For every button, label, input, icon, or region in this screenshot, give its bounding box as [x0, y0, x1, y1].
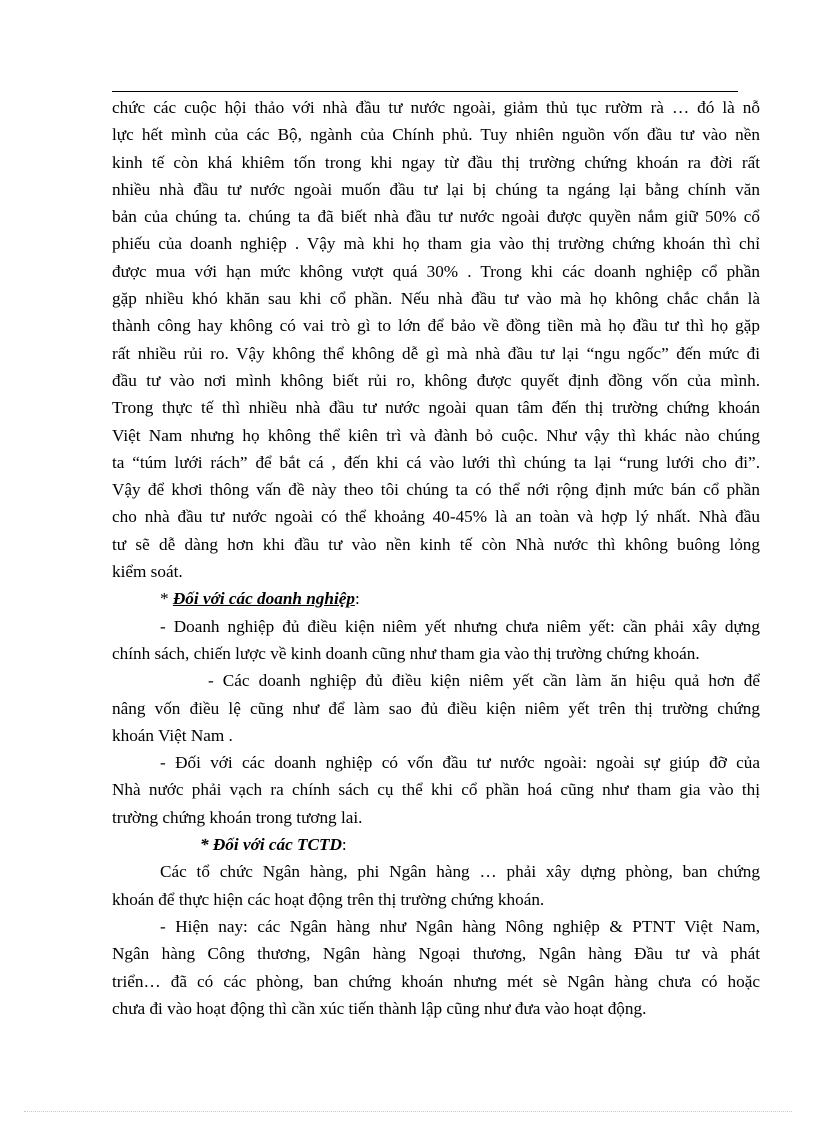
heading-enterprises — [112, 585, 760, 612]
text-line: kiểm soát. — [112, 562, 183, 582]
text-line: gặp nhiều khó khăn sau khi cổ phần. Nếu nhà đầu tư vào mà họ không chắc chắn là — [112, 289, 760, 309]
text-line: chức các cuộc hội thảo với nhà đầu tư nước ngoài, giảm thủ tục rườm rà … đó là nỗ — [112, 98, 760, 117]
text-line: - Đối với các doanh nghiệp có vốn đầu tư nước ngoài: ngoài sự giúp đỡ của — [160, 753, 760, 773]
item-efficiency — [112, 667, 760, 749]
text-line: khoán Việt Nam . — [112, 725, 233, 745]
text-line: triển… đã có các phòng, ban chứng khoán nhưng mét sè Ngân hàng chưa có hoặc — [112, 971, 760, 991]
text-line: được mua với hạn mức không vượt quá 30% . Trong khi các doanh nghiệp cổ phần — [112, 261, 760, 281]
text-line: nâng vốn điều lệ cũng như để làm sao đủ điều kiện niêm yết trên thị trường chứng — [112, 698, 760, 718]
text-line: Ngân hàng Công thương, Ngân hàng Ngoại thương, Ngân hàng Đầu tư và phát — [112, 944, 760, 964]
text-line: Các tổ chức Ngân hàng, phi Ngân hàng … phải xây dựng phòng, ban chứng — [160, 862, 760, 882]
text-line: trường chứng khoán trong tương lai. — [112, 807, 363, 827]
heading-prefix: * — [160, 589, 173, 609]
document-body — [112, 94, 760, 1022]
text-line: rất nhiều rủi ro. Vậy không thể không dễ gì mà nhà đầu tư lại “ngu ngốc” đến mức đi — [112, 343, 760, 363]
text-line: Nhà nước phải vạch ra chính sách cụ thể khi cổ phần hoá cũng như tham gia vào thị — [112, 780, 760, 800]
heading-tctd — [112, 831, 760, 858]
paragraph-banks — [112, 913, 760, 1022]
text-line: tư sẽ dễ dàng hơn khi đầu tư vào nền kinh tế còn Nhà nước thì không buông lỏng — [112, 534, 760, 554]
heading-suffix: : — [354, 589, 360, 609]
text-line: khoán để thực hiện các hoạt động trên thị trường chứng khoán. — [112, 889, 545, 909]
paragraph-tctd — [112, 858, 760, 913]
text-line: cho nhà đầu tư nước ngoài có thể khoảng 40-45% là an toàn và hợp lý nhất. Nhà đầu — [112, 507, 760, 527]
text-line: ta “túm lưới rách” để bắt cá , đến khi cá vào lưới thì chúng ta lại “rung lưới cho đi”. — [112, 452, 760, 472]
text-line: thành công hay không có vai trò gì to lớn để bảo về đồng tiền mà họ đầu tư thì họ gặp — [112, 316, 760, 336]
text-line: chưa đi vào hoạt động thì cần xúc tiến thành lập cũng như đưa vào hoạt động. — [112, 998, 647, 1018]
text-line: kinh tế còn khá khiêm tốn trong khi ngay từ đầu thị trường chứng khoán ra đời rất — [112, 152, 760, 172]
text-line: bản của chúng ta. chúng ta đã biết nhà đầu tư nước ngoài được quyền nắm giữ 50% cổ — [112, 207, 760, 227]
text-line: chính sách, chiến lược về kinh doanh cũng như tham gia vào thị trường chứng khoán. — [112, 643, 700, 663]
heading-label: Đối với các doanh nghiệp — [172, 589, 355, 609]
header-rule — [112, 91, 738, 92]
heading-label: * Đối với các TCTD — [200, 835, 342, 855]
heading-suffix: : — [341, 835, 347, 855]
text-line: Trong thực tế thì nhiều nhà đầu tư nước ngoài quan tâm đến thị trường chứng khoán — [112, 398, 760, 418]
text-line: lực hết mình của các Bộ, ngành của Chính phủ. Tuy nhiên nguồn vốn đầu tư vào nền — [112, 125, 760, 145]
text-line: đầu tư vào nơi mình không biết rủi ro, không được quyết định đồng vốn của mình. — [112, 370, 760, 390]
item-listed-enterprises — [112, 613, 760, 668]
item-foreign-enterprises — [112, 749, 760, 831]
page-bottom-border — [24, 1111, 792, 1112]
text-line: - Hiện nay: các Ngân hàng như Ngân hàng Nông nghiệp & PTNT Việt Nam, — [160, 916, 760, 936]
text-line: Việt Nam nhưng họ không thể kiên trì và đành bỏ cuộc. Như vậy thì khác nào chúng — [112, 425, 760, 445]
text-line: phiếu của doanh nghiệp . Vậy mà khi họ tham gia vào thị trường chứng khoán thì chỉ — [112, 234, 760, 254]
text-line: - Các doanh nghiệp đủ điều kiện niêm yết cần làm ăn hiệu quả hơn để — [208, 671, 760, 691]
text-line: Vậy để khơi thông vấn đề này theo tôi chúng ta có thể nới rộng định mức bán cổ phần — [112, 480, 760, 500]
text-line: - Doanh nghiệp đủ điều kiện niêm yết nhưng chưa niêm yết: cần phải xây dựng — [160, 616, 760, 636]
paragraph-foreign-investors — [112, 94, 760, 585]
text-line: nhiều nhà đầu tư nước ngoài muốn đầu tư lại bị chúng ta ngáng lại bằng chính văn — [112, 179, 760, 199]
